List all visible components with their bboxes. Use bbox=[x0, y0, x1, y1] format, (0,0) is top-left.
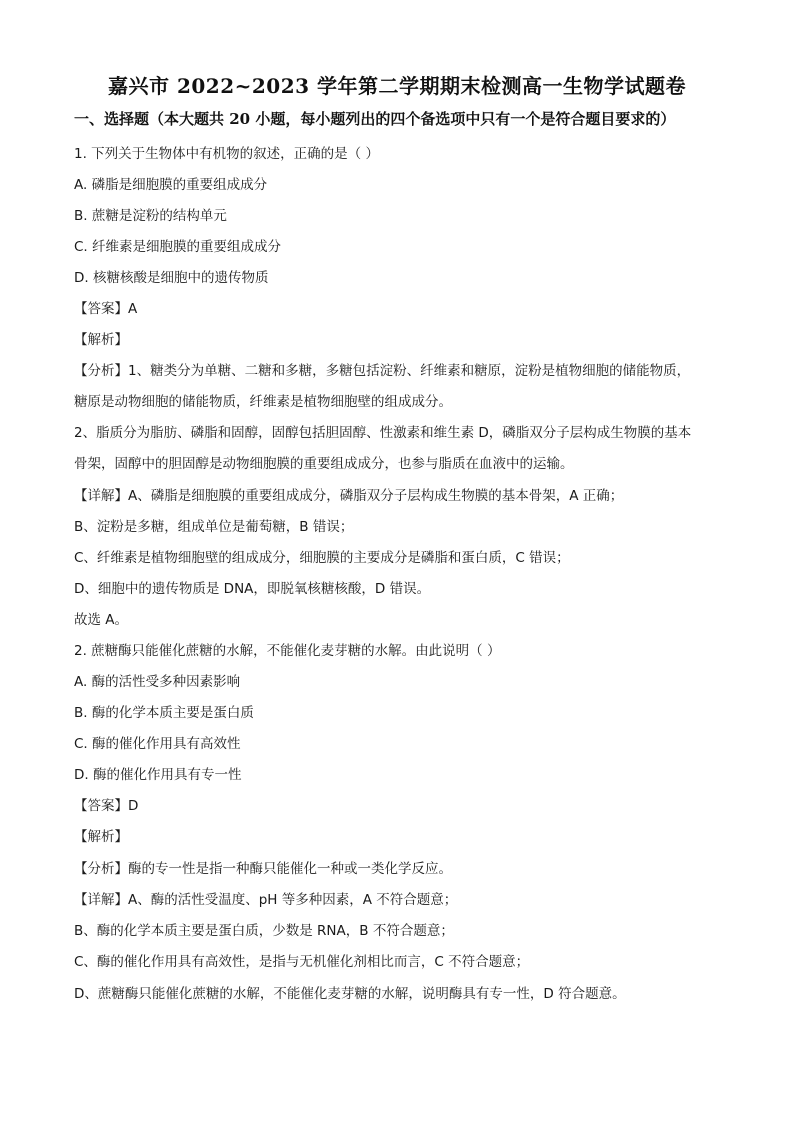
question-2-analysis-line: C、酶的催化作用具有高效性，是指与无机催化剂相比而言，C 不符合题意； bbox=[74, 954, 530, 970]
question-1-analysis-line: 2、脂质分为脂肪、磷脂和固醇，固醇包括胆固醇、性激素和维生素 D，磷脂双分子层构成生物膜的基本 bbox=[74, 425, 692, 441]
question-2-analysis-label: 【解析】 bbox=[74, 829, 128, 845]
exam-title: 嘉兴市 2022~2023 学年第二学期期末检测高一生物学试题卷 bbox=[107, 74, 686, 98]
question-1-option-c: C. 纤维素是细胞膜的重要组成成分 bbox=[74, 239, 282, 255]
question-1-analysis-label: 【解析】 bbox=[74, 332, 128, 348]
question-2-analysis-line: 【详解】A、酶的活性受温度、pH 等多种因素，A 不符合题意； bbox=[74, 892, 458, 908]
question-1-analysis-line: 故选 A。 bbox=[74, 612, 129, 628]
question-1-analysis-line: 骨架，固醇中的胆固醇是动物细胞膜的重要组成成分，也参与脂质在血液中的运输。 bbox=[74, 456, 574, 472]
question-2-answer: 【答案】D bbox=[74, 798, 139, 814]
question-1-option-b: B. 蔗糖是淀粉的结构单元 bbox=[74, 208, 227, 224]
question-2-analysis-line: B、酶的化学本质主要是蛋白质，少数是 RNA，B 不符合题意； bbox=[74, 923, 454, 939]
question-1-analysis-line: D、细胞中的遗传物质是 DNA，即脱氧核糖核酸，D 错误。 bbox=[74, 581, 431, 597]
question-1-stem: 1. 下列关于生物体中有机物的叙述，正确的是（ ） bbox=[74, 146, 379, 162]
question-1-analysis-line: 【分析】1、糖类分为单糖、二糖和多糖，多糖包括淀粉、纤维素和糖原，淀粉是植物细胞的储能物质， bbox=[74, 363, 691, 379]
question-2-analysis-line: 【分析】酶的专一性是指一种酶只能催化一种或一类化学反应。 bbox=[74, 861, 452, 877]
question-2-stem: 2. 蔗糖酶只能催化蔗糖的水解，不能催化麦芽糖的水解。由此说明（ ） bbox=[74, 643, 501, 659]
question-2-option-b: B. 酶的化学本质主要是蛋白质 bbox=[74, 705, 254, 721]
question-2-option-a: A. 酶的活性受多种因素影响 bbox=[74, 674, 241, 690]
question-1-analysis-line: B、淀粉是多糖，组成单位是葡萄糖，B 错误； bbox=[74, 519, 354, 535]
question-1-analysis-line: 【详解】A、磷脂是细胞膜的重要组成成分，磷脂双分子层构成生物膜的基本骨架，A 正确； bbox=[74, 488, 624, 504]
question-1-option-a: A. 磷脂是细胞膜的重要组成成分 bbox=[74, 177, 268, 193]
question-1-answer: 【答案】A bbox=[74, 301, 138, 317]
question-1-option-d: D. 核糖核酸是细胞中的遗传物质 bbox=[74, 270, 269, 286]
question-2-analysis-line: D、蔗糖酶只能催化蔗糖的水解，不能催化麦芽糖的水解，说明酶具有专一性，D 符合题意。 bbox=[74, 986, 626, 1002]
question-1-analysis-line: C、纤维素是植物细胞壁的组成成分，细胞膜的主要成分是磷脂和蛋白质，C 错误； bbox=[74, 550, 570, 566]
section-heading: 一、选择题（本大题共 20 小题，每小题列出的四个备选项中只有一个是符合题目要求的） bbox=[74, 110, 676, 128]
question-1-analysis-line: 糖原是动物细胞的储能物质，纤维素是植物细胞壁的组成成分。 bbox=[74, 394, 452, 410]
question-2-option-d: D. 酶的催化作用具有专一性 bbox=[74, 767, 242, 783]
question-2-option-c: C. 酶的催化作用具有高效性 bbox=[74, 736, 241, 752]
